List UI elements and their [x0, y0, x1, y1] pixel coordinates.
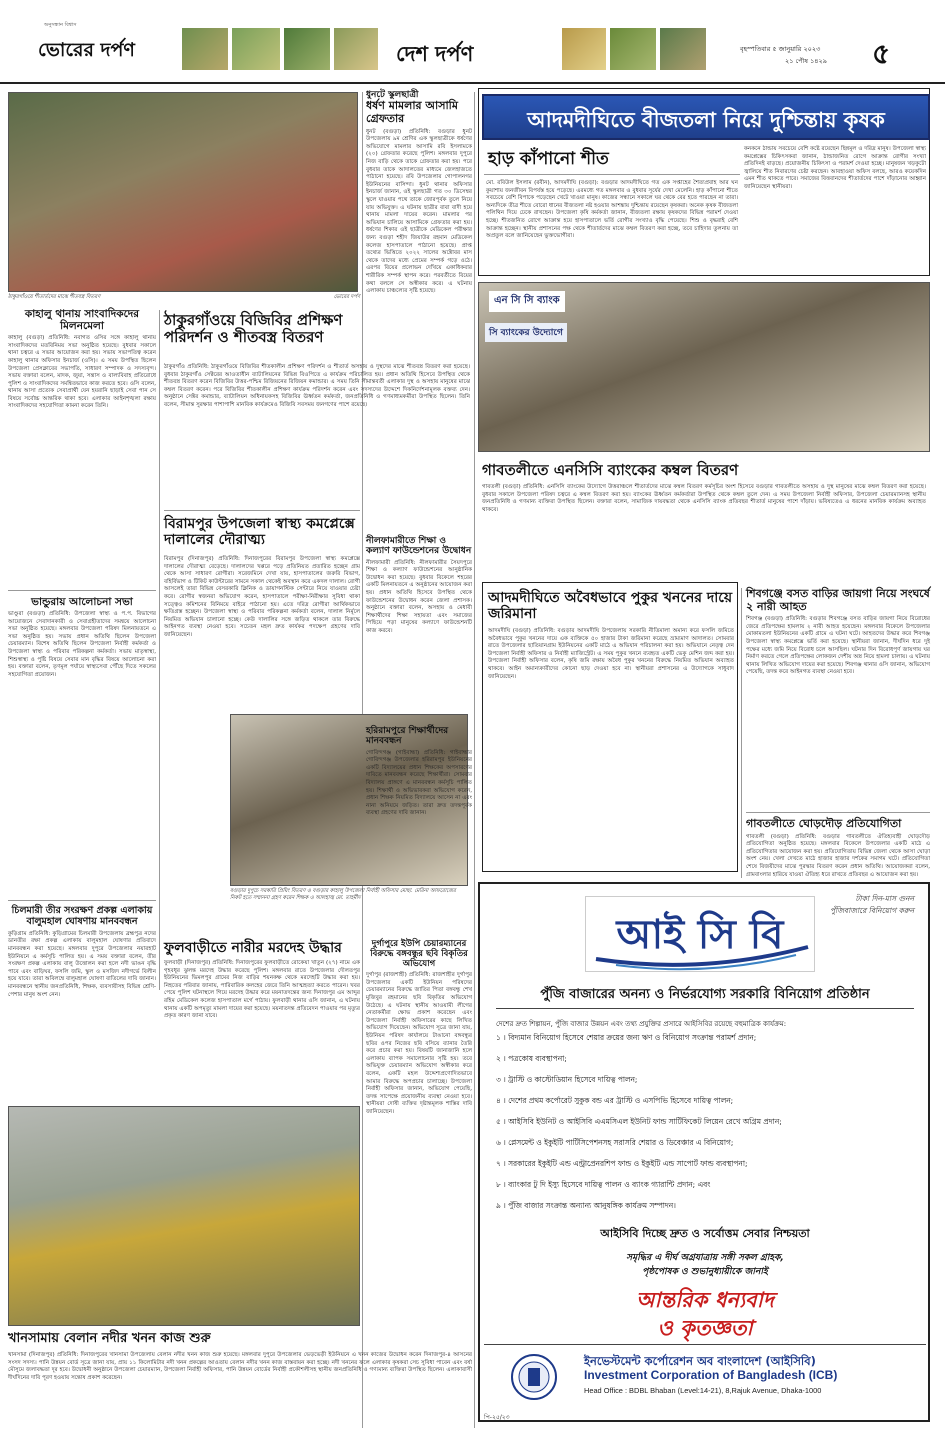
masthead-photo-2	[232, 28, 280, 70]
icb-footer-rule	[484, 1344, 926, 1345]
masthead-tagline: অনুসন্ধান বিশ্বাস	[44, 22, 77, 28]
article-phulbari	[164, 940, 360, 1070]
article-body: নীলফামারী প্রতিনিধি: নীলফামারীর সৈয়দপুরে শিক্ষা ও কল্যাণ ফাউন্ডেশনের আনুষ্ঠানিক উদ্বোধন করা হয়েছে। বুধবার বিকেলে শহরের একটি মিলনায়তনে এ অনুষ্ঠানের আয়োজন করা হয়। প্রধান অতিথি হিসেবে উপস্থিত থেকে ফাউন্ডেশনের উদ্বোধন করেন জেলা প্রশাসক। অনুষ্ঠানে বক্তারা বলেন, অসহায় ও মেধাবী শিক্ষার্থীদের শিক্ষা সহায়তা এবং সমাজের পিছিয়ে পড়া মানুষের কল্যাণে ফাউন্ডেশনটি কাজ করবে।	[366, 559, 472, 635]
icb-slogan-line1: টাকা দিন-মাস গুনন	[855, 894, 914, 903]
masthead-photo-3	[284, 28, 330, 70]
article-body: দুর্গাপুর (রাজশাহী) প্রতিনিধি: রাজশাহীর দুর্গাপুর উপজেলার একটি ইউনিয়ন পরিষদের চেয়ারম্যানের বিরুদ্ধে জাতির পিতা বঙ্গবন্ধু শেখ মুজিবুর রহমানের ছবি বিকৃতির অভিযোগ উঠেছে। এ ঘটনায় স্থানীয় আওয়ামী লীগের নেতাকর্মীরা ক্ষোভ প্রকাশ করেছেন এবং উপজেলা নির্বাহী অফিসারের কাছে লিখিত অভিযোগ দিয়েছেন। অভিযোগ সূত্রে জানা যায়, ইউনিয়ন পরিষদ কার্যালয়ে টাঙানো বঙ্গবন্ধুর ছবির ওপর নিজের ছবি বসিয়ে ব্যানার তৈরি করে প্রচার করা হয়। বিষয়টি জানাজানি হলে এলাকায় ব্যাপক সমালোচনার সৃষ্টি হয়। তবে অভিযুক্ত চেয়ারম্যান অভিযোগ অস্বীকার করে বলেন, একটি মহল উদ্দেশ্যপ্রণোদিতভাবে আমার বিরুদ্ধে অপপ্রচার চালাচ্ছে। উপজেলা নির্বাহী অফিসার জানান, অভিযোগ পেয়েছি, তদন্ত সাপেক্ষে প্রয়োজনীয় ব্যবস্থা নেওয়া হবে। স্থানীয়রা দোষী ব্যক্তির দৃষ্টান্তমূলক শাস্তির দাবি জানিয়েছেন।	[366, 972, 472, 1115]
article-headline: চিলমারী তীর সংরক্ষণ প্রকল্প এলাকায় বালুমহাল ঘোষণায় মানববন্ধন	[11, 905, 153, 927]
article-body: ভাণ্ডুরা (বগুড়া) প্রতিনিধি: উপজেলা স্বাস্থ্য ও প.প. বিভাগের আয়োজনে সেবাদানকারী ও সেবাগ্রহীতাদের সমন্বয়ে আলোচনা সভা অনুষ্ঠিত হয়েছে। মঙ্গলবার উপজেলা পরিষদ মিলনায়তনে এ সভা অনুষ্ঠিত হয়। সভায় প্রধান অতিথি ছিলেন উপজেলা চেয়ারম্যান। বিশেষ অতিথি ছিলেন উপজেলা নির্বাহী কর্মকর্তা ও উপজেলা স্বাস্থ্য ও পরিবার পরিকল্পনা কর্মকর্তা। সভায় মাতৃস্বাস্থ্য, শিশুস্বাস্থ্য ও পুষ্টি বিষয়ে সেবার মান বৃদ্ধির বিষয়ে আলোচনা করা হয়। বক্তারা বলেন, তৃণমূল পর্যায়ে স্বাস্থ্যসেবা পৌঁছে দিতে সকলের সহযোগিতা প্রয়োজন।	[8, 611, 156, 678]
photo-caption: ঠাকুরগাঁওয়ে শীতার্তদের মাঝে শীতবস্ত্র বিতরণ	[8, 294, 101, 300]
icb-thanks-line1: সমৃদ্ধির এ দীর্ঘ অগ্রযাত্রায় সঙ্গী সকল গ্রাহক,	[626, 1253, 784, 1263]
article-rule	[8, 900, 156, 901]
icb-title: পুঁজি বাজারের অনন্য ও নির্ভরযোগ্য সরকারি বিনিয়োগ প্রতিষ্ঠান	[540, 987, 870, 1002]
article-body-birampur: বিরামপুর (দিনাজপুর) প্রতিনিধি: দিনাজপুরের বিরামপুর উপজেলা স্বাস্থ্য কমপ্লেক্সে দালালের দৌরাত্ম্য বেড়েছে। দালালদের খপ্পরে পড়ে প্রতিনিয়ত প্রতারিত হচ্ছেন গ্রাম থেকে আসা সাধারণ রোগীরা। সরেজমিনে দেখা যায়, হাসপাতালের জরুরি বিভাগ, বহির্বিভাগ ও টিকিট কাউন্টারের সামনে সকাল থেকেই অবস্থান করে একদল দালাল। রোগী আসলেই তারা বিভিন্ন বেসরকারি ক্লিনিক ও ডায়াগনস্টিক সেন্টারে নিয়ে যাওয়ার চেষ্টা করে। রোগীর স্বজনরা অভিযোগ করেন, হাসপাতালে পরীক্ষা-নিরীক্ষার সুবিধা থাকা সত্ত্বেও কমিশনের বিনিময়ে বাইরে পাঠানো হয়। এতে দরিদ্র রোগীরা আর্থিকভাবে ক্ষতিগ্রস্ত হচ্ছেন। উপজেলা স্বাস্থ্য ও পরিবার পরিকল্পনা কর্মকর্তা বলেন, দালাল নির্মূলে নিয়মিত অভিযান চালানো হচ্ছে। কেউ দালালির সঙ্গে জড়িত থাকলে তার বিরুদ্ধে আইনগত ব্যবস্থা নেওয়া হবে। সচেতন মহল দ্রুত কার্যকর পদক্ষেপ গ্রহণের দাবি জানিয়েছেন।	[164, 556, 360, 638]
masthead	[0, 0, 945, 84]
article-headline: খানসামায় বেলান নদীর খনন কাজ শুরু	[8, 1331, 211, 1346]
article-rule	[484, 174, 740, 175]
photo-credit: ভোরের দর্পণ	[333, 294, 360, 300]
masthead-photo-5	[562, 28, 606, 70]
article-headline: গাবতলীতে ঘোড়দৌড় প্রতিযোগিতা	[746, 817, 902, 830]
icb-motto: আইসিবি দিচ্ছে দ্রুত ও সর্বোত্তম সেবার নিশ্চয়তা	[600, 1227, 810, 1240]
masthead-photo-6	[610, 28, 656, 70]
article-birampur	[164, 516, 360, 548]
icb-service-item: ৮ । ব্যাংকার টু দি ইস্যু হিসেবে দায়িত্ব পালন ও ব্যাংক গ্যারান্টি প্রদান; এবং	[496, 1180, 711, 1189]
article-headline: কাহালু থানায় সাংবাদিকদের মিলনমেলা	[24, 308, 140, 333]
article-headline: ধর্ষণ মামলার আসামি গ্রেফতার	[366, 99, 458, 125]
article-headline: শিবগঞ্জে বসত বাড়ির জায়গা নিয়ে সংঘর্ষে ২ নারী আহত	[746, 587, 930, 613]
masthead-photo-7	[660, 28, 706, 70]
ncc-headline: গাবতলীতে এনসিসি ব্যাংকের কম্বল বিতরণ	[482, 461, 739, 479]
article-body: কাহালু (বগুড়া) প্রতিনিধি: নবাগত ওসির সঙ্গে কাহালু থানায় সাংবাদিকদের মতবিনিময় সভা অনুষ্ঠিত হয়েছে। বুধবার সকালে থানা চত্বরে এ সভার আয়োজন করা হয়। সভায় সভাপতিত্ব করেন কাহালু থানার অফিসার ইনচার্জ (ওসি)। এ সময় উপস্থিত ছিলেন উপজেলা প্রেসক্লাবের সভাপতি, সাধারণ সম্পাদক ও সদস্যবৃন্দ। সভায় বক্তারা বলেন, মাদক, জুয়া, সন্ত্রাস ও বাল্যবিবাহ প্রতিরোধে পুলিশ ও সাংবাদিকদের সমন্বিতভাবে কাজ করতে হবে। ওসি বলেন, থানায় আসা প্রত্যেক সেবাপ্রার্থী যেন হয়রানি ছাড়াই সেবা পান সে বিষয়ে সর্বোচ্চ আন্তরিক থাকা হবে। এলাকার আইনশৃঙ্খলা রক্ষায় সাংবাদিকদের সহযোগিতা কামনা করেন তিনি।	[8, 335, 156, 410]
page-number: ৫	[872, 37, 891, 70]
date-bengali: ২১ পৌষ ১৪২৯	[785, 57, 827, 65]
masthead-photo-4	[334, 28, 378, 70]
fine-headline: আদমদীঘিতে অবৈধভাবে পুকুর খননের দায়ে জরিমানা	[488, 590, 733, 623]
article-horse-race	[746, 817, 930, 878]
icb-emblem-icon	[498, 1352, 570, 1402]
icb-ad-code: পি-২৫/২৩	[484, 1414, 510, 1421]
icb-thanks-line2: পৃষ্ঠপোষক ও শুভানুধ্যায়ীকে জানাই	[642, 1267, 768, 1277]
icb-service-item: ৪ । দেশের প্রথম কর্পোরেট সুকুক বন্ড এর ট্রাস্টি ও এসপিভি হিসেবে দায়িত্ব পালন;	[496, 1096, 734, 1105]
article-shibganj	[746, 588, 930, 794]
icb-logo-text: আই সি বি	[616, 911, 784, 958]
article-thakurgaon	[164, 312, 360, 347]
date-gregorian: বৃহস্পতিবার ৫ জানুয়ারি ২০২৩	[740, 45, 821, 53]
icb-service-list	[496, 1032, 916, 1221]
ncc-photo	[478, 282, 930, 452]
ncc-body: গাবতলী (বগুড়া) প্রতিনিধি: এনসিসি ব্যাংকের উদ্যোগে উত্তরাঞ্চলে শীতার্তদের মাঝে কম্বল বিতরণ কর্মসূচির অংশ হিসেবে বগুড়ার গাবতলীতে অসহায় ও দুস্থ মানুষের মাঝে কম্বল বিতরণ করা হয়েছে। বুধবার সকালে উপজেলা পরিষদ চত্বরে এ কম্বল বিতরণ করা হয়। ব্যাংকের ঊর্ধ্বতন কর্মকর্তারা উপস্থিত থেকে কম্বল তুলে দেন। এ সময় উপজেলা নির্বাহী অফিসার, উপজেলা চেয়ারম্যানসহ স্থানীয় জনপ্রতিনিধি ও গণমান্য ব্যক্তিরা উপস্থিত ছিলেন। বক্তারা বলেন, সামাজিক দায়বদ্ধতা থেকে এনসিসি ব্যাংক প্রতিবছর শীতার্ত মানুষের পাশে দাঁড়ায়। ভবিষ্যতেও এ ধরনের মানবিক কার্যক্রম অব্যাহত থাকবে।	[482, 484, 926, 513]
icb-slogan-line2: পুঁজিবাজারে বিনিয়োগ করুন	[829, 906, 914, 915]
article-body: গাবতলী (বগুড়া) প্রতিনিধি: বগুড়ার গাবতলীতে ঐতিহ্যবাহী ঘোড়দৌড় প্রতিযোগিতা অনুষ্ঠিত হয়েছে। মঙ্গলবার বিকেলে উপজেলার একটি মাঠে এ প্রতিযোগিতার আয়োজন করা হয়। প্রতিযোগিতায় বিভিন্ন জেলা থেকে আসা ঘোড়া অংশ নেয়। খেলা দেখতে মাঠে হাজার হাজার দর্শকের সমাগম ঘটে। প্রতিযোগিতা শেষে বিজয়ীদের মাঝে পুরস্কার বিতরণ করেন প্রধান অতিথি। আয়োজকরা বলেন, গ্রামবাংলার হারিয়ে যাওয়া ঐতিহ্য ধরে রাখতে প্রতিবছর এ আয়োজন করা হয়।	[746, 833, 930, 878]
icb-rule	[496, 1008, 914, 1009]
section-title: দেশ দর্পণ	[396, 41, 474, 66]
icb-service-item: ৬ । প্লেসমেন্ট ও ইকুইটি পার্টিসিপেশনসহ সরাসরি শেয়ার ও ডিবেঞ্চার এ বিনিয়োগ;	[496, 1138, 734, 1147]
cold-body-continued: কনকনে ঠান্ডায় সবচেয়ে বেশি কষ্টে রয়েছেন ছিন্নমূল ও দরিদ্র মানুষ। উপজেলা স্বাস্থ্য কমপ্লেক্সের চিকিৎসকরা জানান, ঠান্ডাজনিত রোগে আক্রান্ত রোগীর সংখ্যা প্রতিদিনই বাড়ছে। প্রয়োজনীয় চিকিৎসা ও পরামর্শ দেওয়া হচ্ছে। মানুষজন খড়কুটো জ্বালিয়ে শীত নিবারণের চেষ্টা করছেন। আবহাওয়া অফিস বলছে, আরও কয়েকদিন এমন শীত থাকতে পারে। সমাজের বিত্তবানদের শীতার্তদের পাশে দাঁড়ানোর আহ্বান জানিয়েছেন স্থানীয়রা।	[744, 146, 926, 190]
icb-service-item: ৩ । ট্রাস্টি ও কাস্টোডিয়ান হিসেবে দায়িত্ব পালন;	[496, 1075, 638, 1084]
article-headline: ফুলবাড়ীতে নারীর মরদেহ উদ্ধার	[164, 940, 342, 956]
article-headline: ঠাকুরগাঁওয়ে বিজিবির প্রশিক্ষণ পরিদর্শন ও শীতবস্ত্র বিতরণ	[164, 311, 343, 347]
article-rule	[164, 510, 360, 511]
bgb-photo	[8, 92, 358, 292]
icb-service-item: ৫ । আইসিবি ইউনিট ও আইসিবি এএমসিএল ইউনিট ফান্ড সার্টিফিকেট লিয়েন রেখে অগ্রিম প্রদান;	[496, 1117, 782, 1126]
icb-service-item: ৭ । সরকারের ইকুইটি এন্ড এন্ট্রাপ্রেনরশিপ ফান্ড ও ইকুইটি এন্ড সাপোর্ট ফান্ড ব্যবস্থাপনা;	[496, 1159, 748, 1168]
article-headline: নীলফামারীতে শিক্ষা ও কল্যাণ ফাউন্ডেশনের উদ্বোধন	[366, 536, 472, 557]
article-kicker: ধুনটে স্কুলছাত্রী	[366, 90, 419, 100]
icb-intro: দেশের দ্রুত শিল্পায়ন, পুঁজি বাজার উন্নয়ন এবং তথ্য প্রযুক্তির প্রসারে আইসিবির রয়েছে বহুমাত্রিক কার্যক্রম:	[496, 1020, 787, 1028]
fine-body: আদমদীঘি (বগুড়া) প্রতিনিধি: বগুড়ার আদমদীঘি উপজেলায় সরকারি নীতিমালা অমান্য করে ফসলি জমিতে অবৈধভাবে পুকুর খননের দায়ে এক ব্যক্তিকে ৫০ হাজার টাকা জরিমানা করেছে ভ্রাম্যমাণ আদালত। সোমবার রাতে উপজেলার ছাতিয়ানগ্রাম ইউনিয়নের একটি মাঠে এ অভিযান পরিচালনা করা হয়। অভিযানে নেতৃত্ব দেন উপজেলা নির্বাহী অফিসার ও নির্বাহী ম্যাজিস্ট্রেট। এ সময় পুকুর খননে ব্যবহৃত একটি ভেকু মেশিন জব্দ করা হয়। উপজেলা নির্বাহী অফিসার বলেন, কৃষি জমি রক্ষায় অবৈধ পুকুর খননের বিরুদ্ধে নিয়মিত অভিযান অব্যাহত থাকবে। আইন অমান্যকারীদের কোনো ছাড় দেওয়া হবে না। স্থানীয়রা প্রশাসনের এ উদ্যোগকে সাধুবাদ জানিয়েছেন।	[488, 628, 734, 680]
article-headline: দুর্গাপুরে ইউপি চেয়ারম্যানের বিরুদ্ধে বঙ্গবন্ধুর ছবি বিকৃতির অভিযোগ	[370, 939, 468, 969]
headline-banner	[482, 94, 930, 140]
column-rule	[741, 588, 742, 878]
cold-body: মো. রবিউল ইসলাম (রবীন), আদমদীঘি (বগুড়া): বগুড়ার আদমদীঘিতে গত এক সপ্তাহের শৈত্যপ্রবাহ আর ঘন কুয়াশায় জনজীবন বিপর্যস্ত হয়ে পড়েছে। এরমধ্যে গত মঙ্গলবার ও বুধবার সূর্যের দেখা মেলেনি। হাড় কাঁপানো শীতে সবচেয়ে বেশি বিপাকে পড়েছেন খেটে খাওয়া মানুষ। কাজের সন্ধানে সকালে ঘর থেকে বের হতে পারছেন না তারা। অন্যদিকে তীব্র শীতে বোরো ধানের বীজতলা নষ্ট হওয়ার আশঙ্কায় দুশ্চিন্তায় রয়েছেন কৃষকরা। অনেক কৃষক বীজতলা পলিথিন দিয়ে ঢেকে রাখছেন। উপজেলা কৃষি কর্মকর্তা জানান, বীজতলা রক্ষায় কৃষকদের বিভিন্ন পরামর্শ দেওয়া হচ্ছে। শীতজনিত রোগে আক্রান্ত হয়ে হাসপাতালে ভর্তি রোগীর সংখ্যাও বৃদ্ধি পেয়েছে। শিশু ও বৃদ্ধরাই বেশি আক্রান্ত হচ্ছেন। স্থানীয় প্রশাসনের পক্ষ থেকে শীতার্তদের মাঝে কম্বল বিতরণ করা হচ্ছে, তবে চাহিদার তুলনায় তা অপ্রতুল বলে জানিয়েছেন ভুক্তভোগীরা।	[486, 180, 738, 240]
article-body-thakurgaon: ঠাকুরগাঁও প্রতিনিধি: ঠাকুরগাঁওয়ে বিজিবির শীতকালীন প্রশিক্ষণ পরিদর্শন ও শীতার্ত অসহায় ও দুস্থদের মাঝে শীতবস্ত্র বিতরণ করা হয়েছে। বুধবার ঠাকুরগাঁও সেক্টরের আওতাধীন ব্যাটালিয়নের বিভিন্ন বিওপিতে এ কার্যক্রম পরিচালিত হয়। প্রধান অতিথি হিসেবে উপস্থিত থেকে শীতবস্ত্র বিতরণ করেন বিজিবির উত্তর-পশ্চিম রিজিয়নের রিজিয়ন কমান্ডার। এ সময় তিনি সীমান্তবর্তী এলাকার দুস্থ ও অসহায় মানুষের মাঝে কম্বল বিতরণ করেন। পরে বিজিবির শীতকালীন প্রশিক্ষণ কার্যক্রম পরিদর্শন করেন এবং সদস্যদের উদ্দেশে দিকনির্দেশনামূলক বক্তব্য দেন। অনুষ্ঠানে সেক্টর কমান্ডার, ব্যাটালিয়ন অধিনায়কসহ বিজিবির ঊর্ধ্বতন কর্মকর্তা, জনপ্রতিনিধি ও গণমাধ্যমকর্মীরা উপস্থিত ছিলেন। তিনি বলেন, সীমান্ত সুরক্ষার পাশাপাশি মানবিক কার্যক্রমেও বিজিবি সবসময় জনগণের পাশে রয়েছে।	[164, 364, 470, 408]
article-durgapur	[366, 940, 472, 1402]
masthead-photo-1	[182, 28, 228, 70]
column-rule	[159, 310, 160, 990]
article-khansama	[8, 1332, 360, 1347]
icb-service-item: ২ । পত্রকোষ ব্যবস্থাপনা;	[496, 1054, 567, 1063]
icb-address: Head Office : BDBL Bhaban (Level:14-21), 8,Rajuk Avenue, Dhaka-1000	[584, 1386, 822, 1395]
article-headline: বিরামপুর উপজেলা স্বাস্থ্য কমপ্লেক্সে দালালের দৌরাত্ম্য	[164, 516, 355, 549]
article-horirampur	[366, 726, 472, 920]
article-rule	[746, 812, 930, 813]
article-body-khansama: খানসামা (দিনাজপুর) প্রতিনিধি: দিনাজপুরের খানসামা উপজেলায় বেলান নদীর খনন কাজ শুরু হয়েছে। মঙ্গলবার দুপুরে উপজেলার ভেড়ভেড়ী ইউনিয়নে এ খনন কাজের উদ্বোধন করেন দিনাজপুর-৪ আসনের সংসদ সদস্য। পানি উন্নয়ন বোর্ড সূত্রে জানা যায়, প্রায় ১১ কিলোমিটার নদী খনন প্রকল্পের আওতায় বেলান নদীর খনন কাজ বাস্তবায়ন করা হচ্ছে। নদী খননের ফলে এলাকার কৃষকরা সেচ সুবিধা পাবেন এবং বর্ষা মৌসুমে জলাবদ্ধতা দূর হবে। উদ্বোধনী অনুষ্ঠানে উপজেলা চেয়ারম্যান, উপজেলা নির্বাহী অফিসার, পানি উন্নয়ন বোর্ডের নির্বাহী প্রকৌশলীসহ স্থানীয় জনপ্রতিনিধি ও গণ্যমান্য ব্যক্তিরা উপস্থিত ছিলেন। এলাকাবাসী দীর্ঘদিনের দাবি পূরণ হওয়ায় সন্তোষ প্রকাশ করেছেন।	[8, 1352, 472, 1381]
icb-org-bengali: ইনভেস্টমেন্ট কর্পোরেশন অব বাংলাদেশ (আইসিবি)	[584, 1354, 816, 1368]
icb-thanks-big2: ও কৃতজ্ঞতা	[657, 1315, 753, 1340]
icb-service-item: ৯ । পুঁজি বাজার সংক্রান্ত অন্যান্য আনুষঙ্গিক কার্যক্রম সম্পাদন।	[496, 1201, 676, 1210]
article-chilmari	[8, 906, 156, 1121]
article-bhandura	[8, 596, 156, 881]
photo-caption: বগুড়ার দুপুচে সরকারি প্রিয়িং বিতরণ ও বগুড়ার কাহালু উপজেলা নির্বাহী অফিসার মোছা. মেরিনা আফরোজের নিকট হতে সম্মাননা গ্রহণ করেন শিক্ষক ও আলহাজ্ব মো. তাহমীদ	[230, 888, 456, 901]
column-rule	[474, 92, 475, 1428]
article-nilphamari	[366, 536, 472, 700]
article-headline: হরিরামপুরে শিক্ষার্থীদের মানববন্ধন	[366, 726, 449, 747]
icb-thanks-big1: আন্তরিক ধন্যবাদ	[636, 1287, 774, 1312]
article-body: গোবিন্দগঞ্জ (গাইবান্ধা) প্রতিনিধি: গাইবান্ধার গোবিন্দগঞ্জ উপজেলার হরিরামপুর ইউনিয়নের একটি বিদ্যালয়ের প্রধান শিক্ষকের অপসারণের দাবিতে মানববন্ধন করেছে শিক্ষার্থীরা। সোমবার বিদ্যালয় প্রাঙ্গণে এ মানববন্ধন কর্মসূচি পালিত হয়। শিক্ষার্থী ও অভিভাবকরা অভিযোগ করেন, প্রধান শিক্ষক নিয়মিত বিদ্যালয়ে আসেন না এবং নানা অনিয়মে জড়িত। তারা দ্রুত তদন্তপূর্বক ব্যবস্থা গ্রহণের দাবি জানান।	[366, 749, 472, 817]
article-body: ধুনট (বগুড়া) প্রতিনিধি: বগুড়ার ধুনট উপজেলায় ৯ম শ্রেণির এক স্কুলছাত্রীকে ধর্ষণের অভিযোগে মামলার আসামি রবি ইসলামকে (২০) গ্রেফতার করেছে পুলিশ। মঙ্গলবার দুপুরে নিজ বাড়ি থেকে তাকে গ্রেফতার করা হয়। পরে বুধবার তাকে আদালতের মাধ্যমে জেলহাজতে পাঠানো হয়েছে। রবি উপজেলার গোপালনগর ইউনিয়নের বাসিন্দা। ধুনট থানার অফিসার ইনচার্জ জানান, ওই স্কুলছাত্রী গত ৩০ ডিসেম্বর স্কুলে যাওয়ার পথে তাকে জোরপূর্বক তুলে নিয়ে যায় অভিযুক্ত। এ ঘটনায় ছাত্রীর বাবা বাদী হয়ে থানায় মামলা দায়ের করেন। মামলার পর অভিযান চালিয়ে আসামিকে গ্রেফতার করা হয়। ধর্ষণের শিকার ওই ছাত্রীকে মেডিকেল পরীক্ষার জন্য বগুড়া শহীদ জিয়াউর রহমান মেডিকেল কলেজ হাসপাতালে পাঠানো হয়েছে। প্রাপ্ত তথ্যের ভিত্তিতে ২০২২ সালের অক্টোবর মাস থেকে তাদের মধ্যে প্রেমের সম্পর্ক গড়ে ওঠে। এরপর বিয়ের প্রলোভন দেখিয়ে একাধিকবার শারীরিক সম্পর্ক স্থাপন করে। পরবর্তীতে বিয়ের কথা বললে সে অস্বীকার করে। এ ঘটনায় এলাকায় চাঞ্চল্যের সৃষ্টি হয়েছে।	[366, 128, 472, 295]
ncc-banner-text: সি ব্যাংকের উদ্যোগে	[485, 323, 567, 342]
ncc-bank-logo: এন সি সি ব্যাংক	[489, 291, 565, 312]
newspaper-logo: ভোরের দর্পণ	[38, 39, 135, 61]
icb-slogan	[830, 894, 914, 918]
article-body: শিবগঞ্জ (বগুড়া) প্রতিনিধি: বগুড়ার শিবগঞ্জে বসত বাড়ির জায়গা নিয়ে বিরোধের জেরে প্রতিপক্ষের হামলায় ২ নারী আহত হয়েছেন। মঙ্গলবার বিকেলে উপজেলার মোকামতলা ইউনিয়নের একটি গ্রামে এ ঘটনা ঘটে। আহতদের উদ্ধার করে শিবগঞ্জ উপজেলা স্বাস্থ্য কমপ্লেক্সে ভর্তি করা হয়েছে। স্থানীয়রা জানান, দীর্ঘদিন ধরে দুই পক্ষের মধ্যে জমি নিয়ে বিরোধ চলে আসছিল। ঘটনার দিন বিরোধপূর্ণ জায়গায় ঘর নির্মাণ করতে গেলে প্রতিপক্ষের লোকজন দেশীয় অস্ত্র নিয়ে হামলা চালায়। এ ঘটনায় থানায় লিখিত অভিযোগ দায়ের করা হয়েছে। শিবগঞ্জ থানার ওসি জানান, অভিযোগ পেয়েছি, তদন্ত করে আইনগত ব্যবস্থা নেওয়া হবে।	[746, 616, 930, 676]
article-headline: ভান্ডুরায় আলোচনা সভা	[31, 596, 133, 608]
banner-headline: আদমদীঘিতে বীজতলা নিয়ে দুশ্চিন্তায় কৃষক	[527, 107, 885, 132]
excavator-photo	[8, 1106, 360, 1326]
article-kahalu	[8, 308, 156, 583]
article-body: ফুলবাড়ী (দিনাজপুর) প্রতিনিধি: দিনাজপুরের ফুলবাড়ীতে রোকেয়া খাতুন (২৭) নামে এক গৃহবধূর ঝুলন্ত মরদেহ উদ্ধার করেছে পুলিশ। মঙ্গলবার রাতে উপজেলার দৌলতপুর ইউনিয়নের ভিমলপুর গ্রামের নিজ বাড়ির শয়নকক্ষ থেকে মরদেহটি উদ্ধার করা হয়। নিহতের পরিবার জানায়, পারিবারিক কলহের জেরে তিনি আত্মহত্যা করতে পারেন। খবর পেয়ে পুলিশ ঘটনাস্থলে গিয়ে মরদেহ উদ্ধার করে ময়নাতদন্তের জন্য দিনাজপুর এম আব্দুর রহিম মেডিকেল কলেজ হাসপাতাল মর্গে পাঠায়। ফুলবাড়ী থানার ওসি জানান, এ ঘটনায় থানায় একটি অপমৃত্যু মামলা দায়ের করা হয়েছে। ময়নাতদন্ত প্রতিবেদন পাওয়ার পর মৃত্যুর প্রকৃত কারণ জানা যাবে।	[164, 960, 360, 1020]
icb-service-item: ১ । বিদ্যমান বিনিয়োগ হিসেবে শেয়ার ক্রয়ের জন্য ঋণ ও বিনিয়োগ সংক্রান্ত পরামর্শ প্রদান;	[496, 1033, 757, 1042]
icb-org-english: Investment Corporation of Bangladesh (ICB)	[584, 1368, 838, 1382]
article-body: কুড়িগ্রাম প্রতিনিধি: কুড়িগ্রামের চিলমারী উপজেলায় ব্রহ্মপুত্র নদের ডানতীর রক্ষা প্রকল্প এলাকায় বালুমহাল ঘোষণার প্রতিবাদে মানববন্ধন করা হয়েছে। মঙ্গলবার দুপুরে উপজেলার নয়ারহাট ইউনিয়নে এ কর্মসূচি পালিত হয়। এ সময় বক্তারা বলেন, তীর সংরক্ষণ প্রকল্প এলাকায় বালু উত্তোলন করা হলে নদী ভাঙন বৃদ্ধি পাবে এবং বাড়িঘর, ফসলি জমি, স্কুল ও মসজিদ নদীগর্ভে বিলীন হয়ে যাবে। তারা অবিলম্বে বালুমহাল ঘোষণা বাতিলের দাবি জানান। মানববন্ধনে স্থানীয় জনপ্রতিনিধি, শিক্ষক, ব্যবসায়ীসহ বিভিন্ন শ্রেণি-পেশার মানুষ অংশ নেন।	[8, 930, 156, 998]
cold-headline: হাড় কাঁপানো শীত	[488, 149, 609, 169]
article-rule	[8, 590, 156, 591]
